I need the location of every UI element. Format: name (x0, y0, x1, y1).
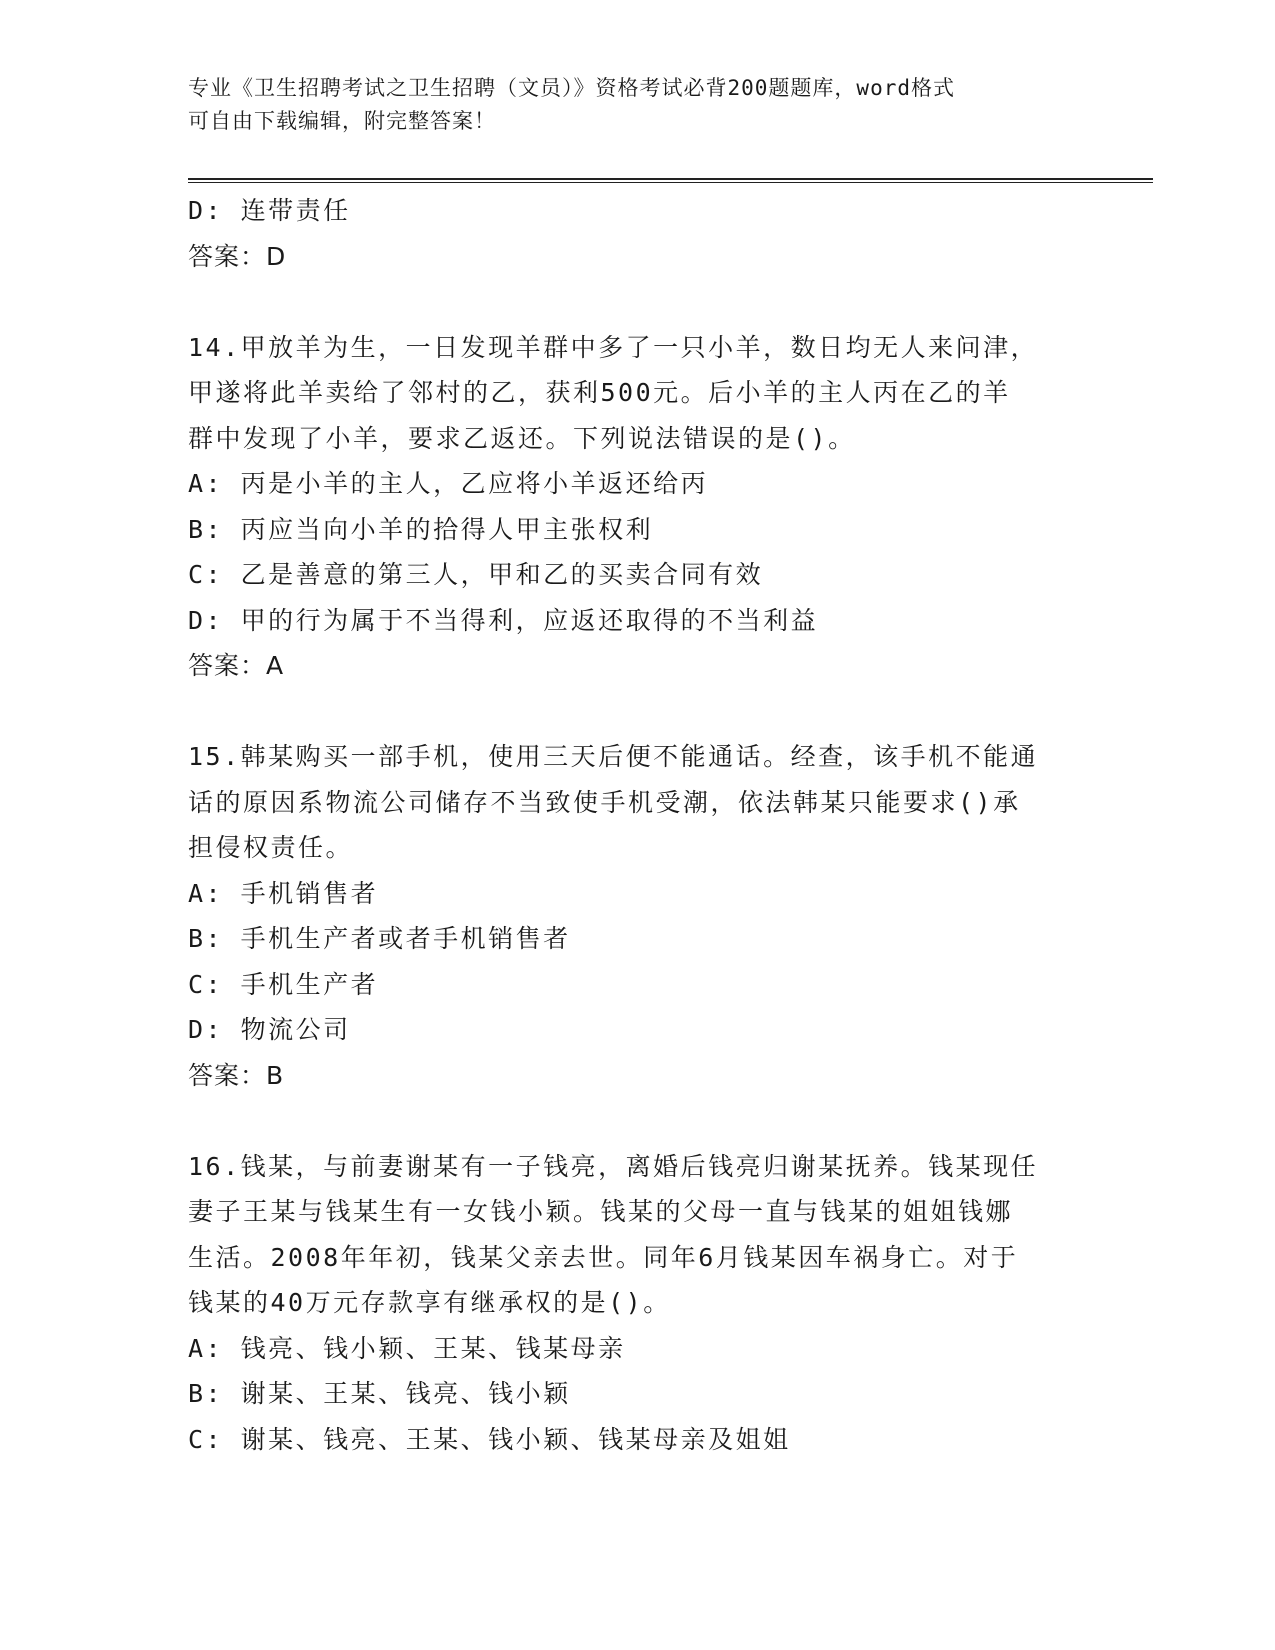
q16-stem-line: 钱某的40万元存款享有继承权的是()。 (188, 1288, 671, 1317)
q14-stem (188, 325, 1088, 462)
q14-option-d: D: 甲的行为属于不当得利，应返还取得的不当利益 (188, 605, 819, 635)
spacer (188, 689, 1088, 735)
spacer (188, 1098, 1088, 1144)
q14-option-c: C: 乙是善意的第三人，甲和乙的买卖合同有效 (188, 560, 764, 589)
document-header (188, 72, 1068, 138)
q16-stem-line: 16.钱某，与前妻谢某有一子钱亮，离婚后钱亮归谢某抚养。钱某现任 (188, 1151, 1039, 1181)
header-line-1: 专业《卫生招聘考试之卫生招聘（文员）》资格考试必背200题题库，word格式 (188, 76, 955, 100)
q14-answer: 答案：A (188, 651, 285, 680)
q16-stem-line: 生活。2008年年初，钱某父亲去世。同年6月钱某因车祸身亡。对于 (188, 1242, 1019, 1272)
q15-answer: 答案：B (188, 1060, 285, 1090)
q13-option-d: D: 连带责任 (188, 196, 351, 225)
q16-option-c: C: 谢某、钱亮、王某、钱小颖、钱某母亲及姐姐 (188, 1424, 791, 1454)
q14-stem-line: 群中发现了小羊，要求乙返还。下列说法错误的是()。 (188, 423, 856, 453)
q16-option-a: A: 钱亮、钱小颖、王某、钱某母亲 (188, 1333, 626, 1363)
q16-stem-line: 妻子王某与钱某生有一女钱小颖。钱某的父母一直与钱某的姐姐钱娜 (188, 1197, 1014, 1226)
spacer (188, 279, 1088, 325)
q14-stem-line: 甲遂将此羊卖给了邻村的乙，获利500元。后小羊的主人丙在乙的羊 (188, 378, 1011, 407)
q15-stem-line: 担侵权责任。 (188, 833, 354, 862)
q15-stem-line: 话的原因系物流公司储存不当致使手机受潮，依法韩某只能要求()承 (188, 787, 1021, 817)
q14-option-a: A: 丙是小羊的主人，乙应将小羊返还给丙 (188, 469, 709, 498)
q15-stem (188, 734, 1088, 871)
q15-option-c: C: 手机生产者 (188, 969, 379, 999)
q15-option-b: B: 手机生产者或者手机销售者 (188, 924, 571, 953)
header-divider-thick (188, 178, 1153, 180)
q13-answer: 答案：D (188, 241, 287, 271)
q15-option-a: A: 手机销售者 (188, 878, 379, 908)
question-content (188, 188, 1088, 1462)
q16-stem (188, 1144, 1088, 1326)
q16-option-b: B: 谢某、王某、钱亮、钱小颖 (188, 1379, 571, 1408)
q15-stem-line: 15.韩某购买一部手机，使用三天后便不能通话。经查，该手机不能通 (188, 742, 1039, 771)
header-divider-thin (188, 182, 1153, 183)
q15-option-d: D: 物流公司 (188, 1015, 351, 1044)
q14-stem-line: 14.甲放羊为生，一日发现羊群中多了一只小羊，数日均无人来问津， (188, 332, 1039, 362)
q14-option-b: B: 丙应当向小羊的拾得人甲主张权利 (188, 514, 654, 544)
header-line-2: 可自由下载编辑，附完整答案！ (188, 109, 496, 133)
